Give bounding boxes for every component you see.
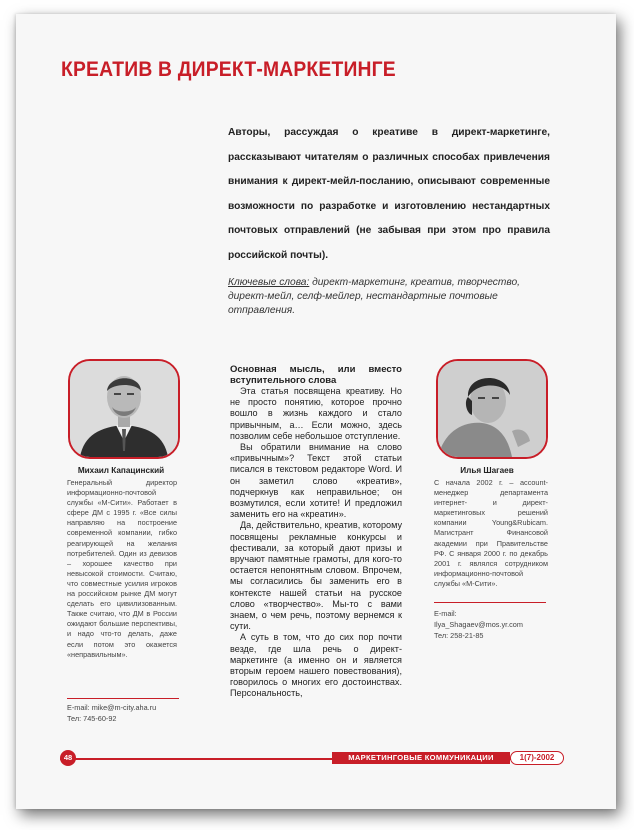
author-divider-right [434, 602, 546, 603]
author-phone-left: Тел: 745-60-92 [67, 714, 117, 723]
author-photo-right [436, 359, 548, 459]
author-bio-left: Генеральный директор информационно-почтовой службы «М-Сити». Работает в сфере ДМ с 1995 г. «Все силы направляю на построение современной компании, гибко реагирующей на желания потребителей. Один из девизов – хорошее качество при невысокой стоимости. Считаю, что совместные усилия игроков на российском рынке ДМ могут сделать его цивилизованным. Также считаю, что ДМ в России ожидают большие перспективы, и надо что-то делать, даже если потом это окажется «неправильным». [67, 478, 177, 659]
author-contact-left [67, 702, 156, 724]
author-email-right: Ilya_Shagaev@mos.yr.com [434, 620, 523, 629]
article-paragraph: Да, действительно, креатив, которому посвящены рекламные конкурсы и фестивали, за который дают призы и вручают памятные грамоты, для кого-то остается непонятным словом. Впрочем, мы согласились бы заменить его в контексте нашей статьи на русское слово «творчество». Мы-то с вами знаем, о чем речь, поэтому вернемся к сути. [230, 520, 402, 632]
author-name-left: Михаил Капацинский [77, 466, 165, 475]
author-bio-right: С начала 2002 г. – account-менеджер департамента интернет- и директ-маркетинговых решений компании Young&Rubicam. Магистрант Финансовой академии при Правительстве РФ. С января 2000 г. по декабрь 2001 г. являлся сотрудником информационно-почтовой службы «М-Сити». [434, 478, 548, 588]
article-paragraph: А суть в том, что до сих пор почти везде, где шла речь о директ-маркетинге (а именно он и является вторым героем нашего повествования), говорилось о многих его достоинствах. Персональность, [230, 632, 402, 699]
author-divider-left [67, 698, 179, 699]
article-body [230, 364, 402, 700]
article-lead: Авторы, рассуждая о креативе в директ-маркетинге, рассказывают читателям о различных способах привлечения внимания к директ-мейл-посланию, описывают современные возможности по разработке и изготовлению нестандартных почтовых отправлений (не забывая при этом про правила российской почты). [228, 127, 550, 261]
article-heading: Основная мысль, или вместо вступительного слова [230, 364, 402, 386]
author-contact-right [434, 608, 523, 641]
article-paragraph: Эта статья посвящена креативу. Но не просто понятию, которое прочно вошло в жизнь каждого и стало привычным, а… Если можно, здесь позволим себе небольшое отступление. [230, 386, 402, 441]
journal-name: МАРКЕТИНГОВЫЕ КОММУНИКАЦИИ [332, 752, 510, 764]
author-email-label-right: E-mail: [434, 609, 457, 618]
article-title: КРЕАТИВ В ДИРЕКТ-МАРКЕТИНГЕ [61, 58, 396, 81]
author-name-right: Илья Шагаев [460, 466, 514, 475]
keywords-label: Ключевые слова: [228, 277, 310, 288]
article-paragraph: Вы обратили внимание на слово «привычным»? Текст этой статьи писался в текстовом редакторе Word. И он заметил слово «креатив», подчеркнув как неправильное; он возмутился, если хотите! И предложил заменить его на «креатин». [230, 442, 402, 520]
issue-badge: 1(7)-2002 [510, 751, 564, 765]
keywords-text: директ-маркетинг, креатив, творчество, директ-мейл, селф-мейлер, нестандартные почтовые отправления. [228, 277, 520, 316]
page-number: 48 [60, 750, 76, 766]
author-photo-left [68, 359, 180, 459]
magazine-page [16, 14, 616, 809]
author-email-left: E-mail: mike@m-city.aha.ru [67, 703, 157, 712]
author-phone-right: Тел: 258-21-85 [434, 631, 484, 640]
keywords [228, 276, 550, 318]
